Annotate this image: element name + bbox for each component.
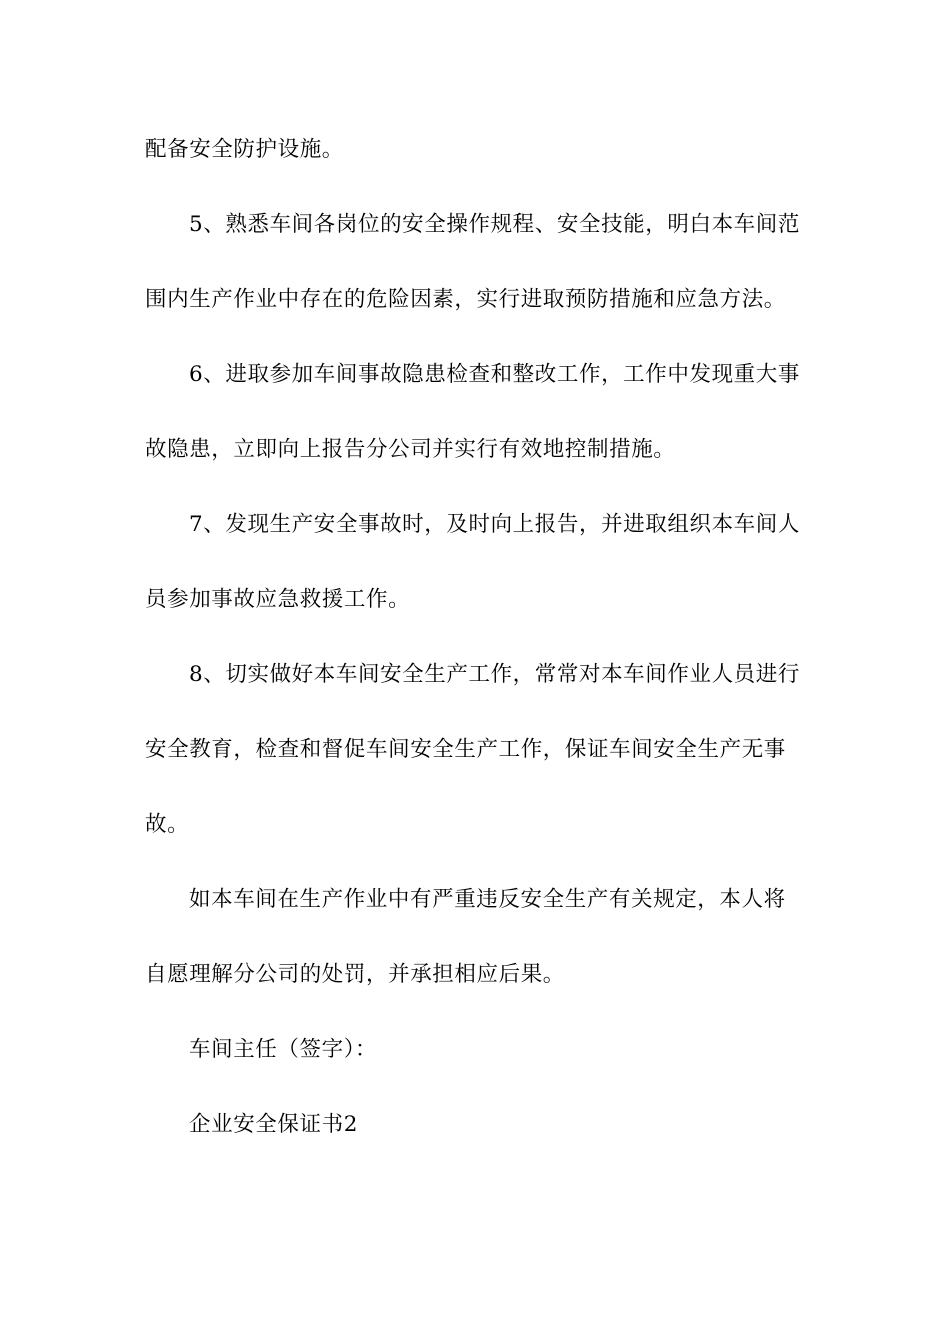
pledge-paragraph-line: 自愿理解分公司的处罚，并承担相应后果。: [145, 962, 565, 987]
signature-label: 车间主任（签字）：: [189, 1037, 378, 1062]
list-item-6-line: 6、进取参加车间事故隐患检查和整改工作，工作中发现重大事: [189, 362, 800, 387]
list-item-6-line: 故隐患，立即向上报告分公司并实行有效地控制措施。: [145, 437, 676, 462]
next-section-title: 企业安全保证书2: [189, 1112, 358, 1137]
list-item-7-line: 员参加事故应急救援工作。: [145, 587, 411, 612]
list-item-5-line: 围内生产作业中存在的危险因素，实行进取预防措施和应急方法。: [145, 287, 786, 312]
list-item-8-line: 8、切实做好本车间安全生产工作，常常对本车间作业人员进行: [189, 662, 800, 687]
list-item-5-line: 5、熟悉车间各岗位的安全操作规程、安全技能，明白本车间范: [189, 212, 800, 237]
list-item-8-line: 安全教育，检查和督促车间安全生产工作，保证车间安全生产无事: [145, 737, 786, 762]
list-item-8-line: 故。: [145, 812, 190, 837]
pledge-paragraph-line: 如本车间在生产作业中有严重违反安全生产有关规定，本人将: [189, 887, 786, 912]
paragraph-line: 配备安全防护设施。: [145, 137, 344, 162]
list-item-7-line: 7、发现生产安全事故时，及时向上报告，并进取组织本车间人: [189, 512, 800, 537]
